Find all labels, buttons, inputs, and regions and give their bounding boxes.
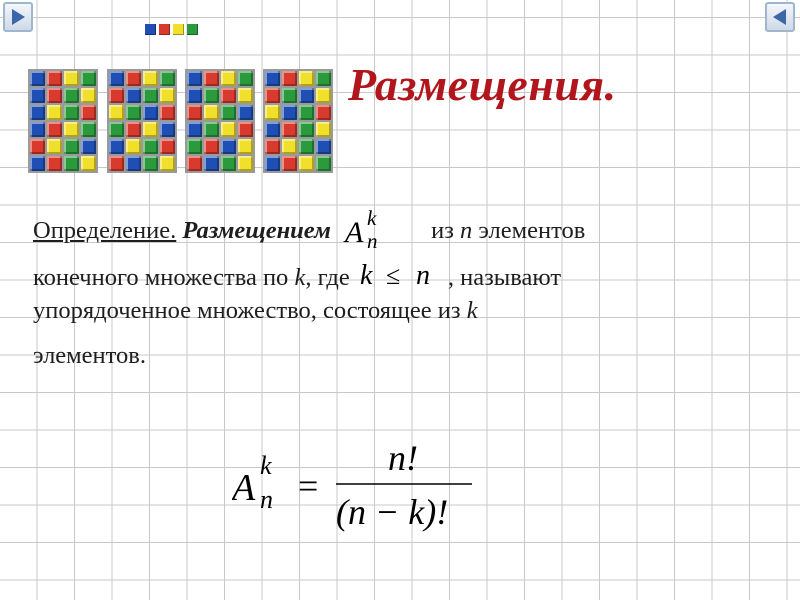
formula-denominator: (n − k)! [336, 492, 449, 532]
next-slide-button[interactable] [765, 2, 795, 32]
color-cell [160, 139, 175, 154]
svg-text:≤: ≤ [385, 261, 401, 290]
svg-text:n: n [366, 229, 378, 252]
color-cell [109, 71, 124, 86]
color-cell [282, 139, 297, 154]
definition-term: Размещением [182, 217, 331, 244]
var-n: n [460, 217, 473, 244]
color-cell [238, 122, 253, 137]
color-squares-decoration [145, 24, 198, 35]
color-cell [64, 105, 79, 120]
definition-line-1 [33, 208, 585, 252]
color-cell [81, 156, 96, 171]
page-title: Размещения. [348, 59, 617, 110]
color-cell [187, 105, 202, 120]
svg-text:k: k [366, 208, 377, 230]
color-cell [187, 122, 202, 137]
mini-square [145, 24, 156, 35]
permutation-formula [232, 432, 482, 542]
color-block [185, 69, 255, 173]
definition-elements: элементов [478, 217, 586, 244]
color-cell [221, 156, 236, 171]
color-cell [299, 88, 314, 103]
color-cell [204, 105, 219, 120]
color-cell [221, 88, 236, 103]
color-cell [47, 139, 62, 154]
color-cell [221, 122, 236, 137]
color-block [263, 69, 333, 173]
formula-inline-A [337, 208, 425, 252]
definition-line4: элементов. [33, 342, 146, 369]
definition-line-3 [33, 299, 478, 324]
color-cell [81, 71, 96, 86]
svg-text:k: k [359, 260, 373, 291]
color-cell [204, 122, 219, 137]
color-cell [160, 88, 175, 103]
color-cell [109, 88, 124, 103]
color-cell [316, 156, 331, 171]
color-cell [299, 156, 314, 171]
triangle-right-icon [8, 7, 28, 27]
color-cell [109, 105, 124, 120]
mini-square [159, 24, 170, 35]
definition-from: из [431, 217, 454, 244]
color-block [107, 69, 177, 173]
formula-equals: = [298, 466, 319, 506]
color-cell [81, 88, 96, 103]
color-cell [221, 139, 236, 154]
color-cell [143, 156, 158, 171]
color-cell [126, 122, 141, 137]
color-cell [64, 139, 79, 154]
formula-numerator: n! [388, 438, 418, 478]
color-cell [126, 156, 141, 171]
color-cell [238, 105, 253, 120]
definition-line2-c: , называют [447, 264, 562, 291]
color-cell [64, 156, 79, 171]
color-cell [204, 71, 219, 86]
color-cell [282, 71, 297, 86]
color-cell [47, 71, 62, 86]
color-cell [299, 105, 314, 120]
color-cell [316, 122, 331, 137]
color-cell [299, 139, 314, 154]
color-cell [265, 139, 280, 154]
color-cell [316, 88, 331, 103]
color-cell [81, 139, 96, 154]
color-cell [299, 122, 314, 137]
definition-line2-b: , где [305, 264, 350, 291]
color-cell [64, 122, 79, 137]
color-cell [187, 156, 202, 171]
color-cell [30, 88, 45, 103]
color-cell [109, 122, 124, 137]
color-cell [47, 156, 62, 171]
color-cell [282, 122, 297, 137]
definition-line2-a: конечного множества по [33, 264, 289, 291]
prev-slide-button[interactable] [3, 2, 33, 32]
formula-sub-n: n [260, 485, 273, 514]
color-cell [30, 139, 45, 154]
color-cell [126, 88, 141, 103]
formula-sup-k: k [260, 451, 272, 480]
svg-text:n: n [415, 260, 430, 291]
color-cell [47, 88, 62, 103]
color-cell [30, 71, 45, 86]
color-cell [316, 139, 331, 154]
definition-line3-a: упорядоченное множество, состоящее из [33, 297, 461, 324]
color-cell [47, 105, 62, 120]
color-cell [81, 105, 96, 120]
color-cell [30, 156, 45, 171]
color-cell [30, 105, 45, 120]
color-cell [143, 122, 158, 137]
color-cell [126, 105, 141, 120]
color-cell [109, 156, 124, 171]
color-cell [265, 88, 280, 103]
color-cell [81, 122, 96, 137]
color-cell [30, 122, 45, 137]
definition-label: Определение. [33, 217, 177, 244]
mini-square [187, 24, 198, 35]
formula-A: A [232, 467, 256, 509]
color-cell [265, 156, 280, 171]
color-cell [126, 139, 141, 154]
color-cell [160, 105, 175, 120]
color-cell [282, 88, 297, 103]
color-cell [204, 139, 219, 154]
color-cell [64, 88, 79, 103]
color-cell [187, 139, 202, 154]
color-cell [204, 88, 219, 103]
color-cell [160, 122, 175, 137]
var-k: k [294, 264, 306, 291]
color-cell [47, 122, 62, 137]
color-cell [282, 156, 297, 171]
color-cell [265, 105, 280, 120]
color-cell [238, 71, 253, 86]
color-cell [265, 71, 280, 86]
color-cell [160, 156, 175, 171]
permutation-symbol-inline [337, 208, 423, 252]
var-k-2: k [466, 297, 478, 324]
color-cell [221, 71, 236, 86]
color-cell [238, 88, 253, 103]
color-block [28, 69, 98, 173]
color-cell [143, 71, 158, 86]
color-cell [126, 71, 141, 86]
color-cell [299, 71, 314, 86]
color-cell [109, 139, 124, 154]
color-cell [316, 105, 331, 120]
color-cell [282, 105, 297, 120]
color-cell [238, 139, 253, 154]
definition-line-2 [33, 257, 561, 293]
color-cell [64, 71, 79, 86]
color-cell [143, 105, 158, 120]
color-cell [187, 71, 202, 86]
triangle-left-icon [770, 7, 790, 27]
color-cell [204, 156, 219, 171]
color-cell [143, 139, 158, 154]
color-cell [187, 88, 202, 103]
mini-square [173, 24, 184, 35]
color-cell [265, 122, 280, 137]
color-cell [221, 105, 236, 120]
color-cell [143, 88, 158, 103]
k-leq-n-formula [356, 257, 448, 293]
definition-line-4 [33, 344, 146, 369]
color-cell [160, 71, 175, 86]
color-cell [238, 156, 253, 171]
svg-text:A: A [344, 216, 364, 249]
color-cell [316, 71, 331, 86]
